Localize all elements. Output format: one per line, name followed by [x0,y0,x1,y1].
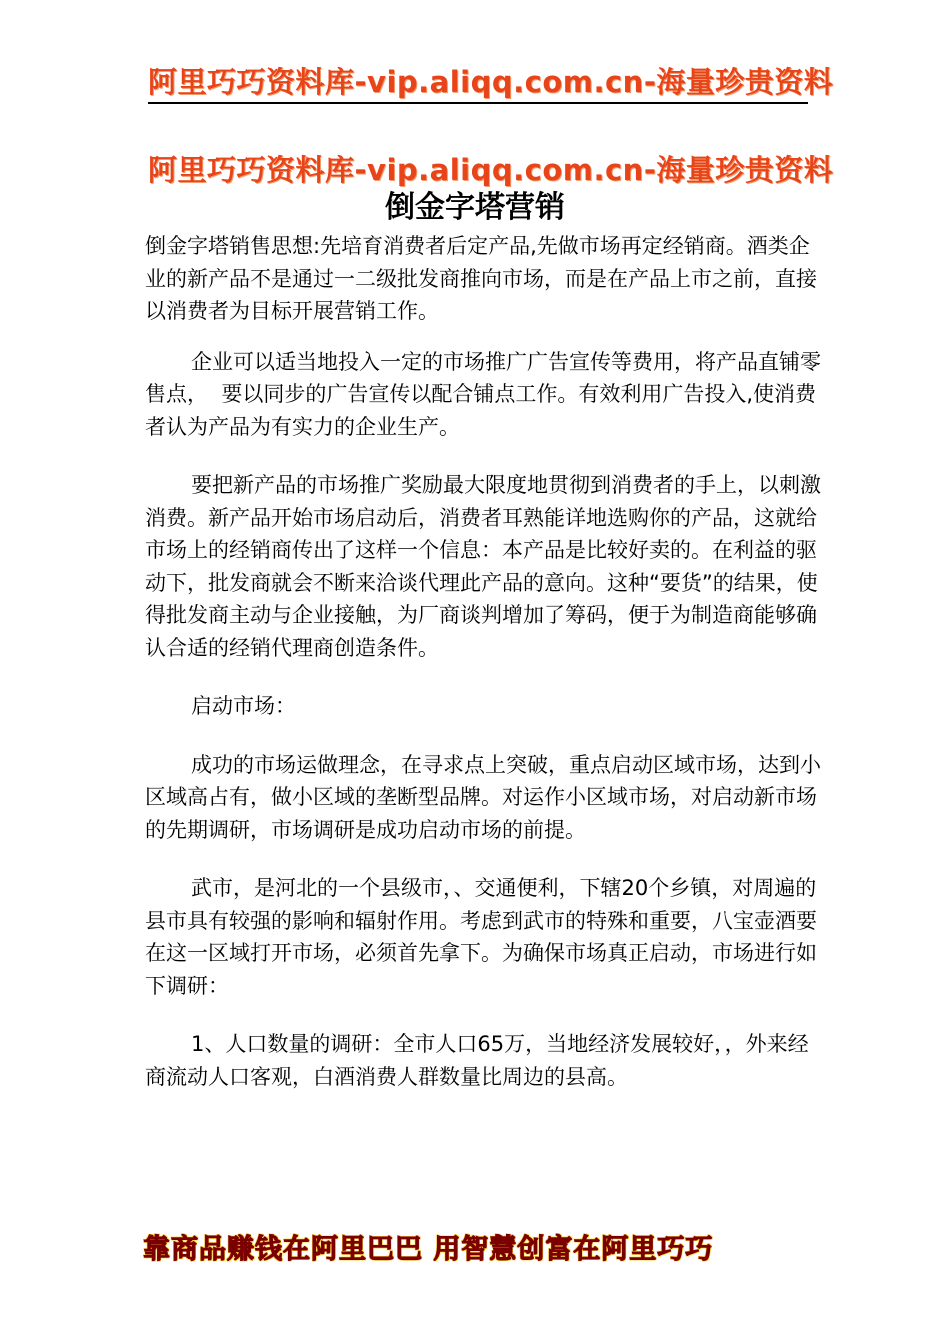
paragraph: 企业可以适当地投入一定的市场推广广告宣传等费用，将产品直铺零售点， 要以同步的广告宣传以配合铺点工作。有效利用广告投入,使消费者认为产品为有实力的企业生产。 [145,349,821,439]
paragraph: 武市，是河北的一个县级市，、交通便利，下辖20个乡镇，对周遍的县市具有较强的影响和辐射作用。考虑到武市的特殊和重要，八宝壶酒要在这一区域打开市场，必须首先拿下。为确保市场真正启动，市场进行如下调研： [145,876,817,998]
sub-banner-text: 阿里巧巧资料库-vip.aliqq.com.cn-海量珍贵资料 [148,153,834,187]
document-body [145,230,825,1119]
footer-banner [143,1232,803,1268]
paragraph: 1、人口数量的调研：全市人口65万，当地经济发展较好，，外来经商流动人口客观，白酒消费人群数量比周边的县高。 [145,1032,809,1089]
paragraph: 要把新产品的市场推广奖励最大限度地贯彻到消费者的手上，以刺激消费。新产品开始市场启动后，消费者耳熟能详地选购你的产品，这就给市场上的经销商传出了这样一个信息：本产品是比较好卖的。在利益的驱动下，批发商就会不断来洽谈代理此产品的意向。这种“要货”的结果，使得批发商主动与企业接触，为厂商谈判增加了筹码，便于为制造商能够确认合适的经销代理商创造条件。 [145,473,821,660]
document-title: 倒金字塔营销 [385,190,565,225]
sub-banner [148,150,834,190]
paragraph-intro: 倒金字塔销售思想:先培育消费者后定产品,先做市场再定经销商。酒类企业的新产品不是通过一二级批发商推向市场，而是在产品上市之前，直接以消费者为目标开展营销工作。 [145,234,817,323]
footer-banner-text: 靠商品赚钱在阿里巴巴 用智慧创富在阿里巧巧 [143,1234,714,1265]
section-heading: 启动市场： [191,694,296,718]
paragraph: 成功的市场运做理念，在寻求点上突破，重点启动区域市场，达到小区域高占有，做小区域的垄断型品牌。对运作小区域市场，对启动新市场的先期调研，市场调研是成功启动市场的前提。 [145,752,821,842]
header-banner [148,62,834,104]
header-banner-text: 阿里巧巧资料库-vip.aliqq.com.cn-海量珍贵资料 [148,65,834,99]
